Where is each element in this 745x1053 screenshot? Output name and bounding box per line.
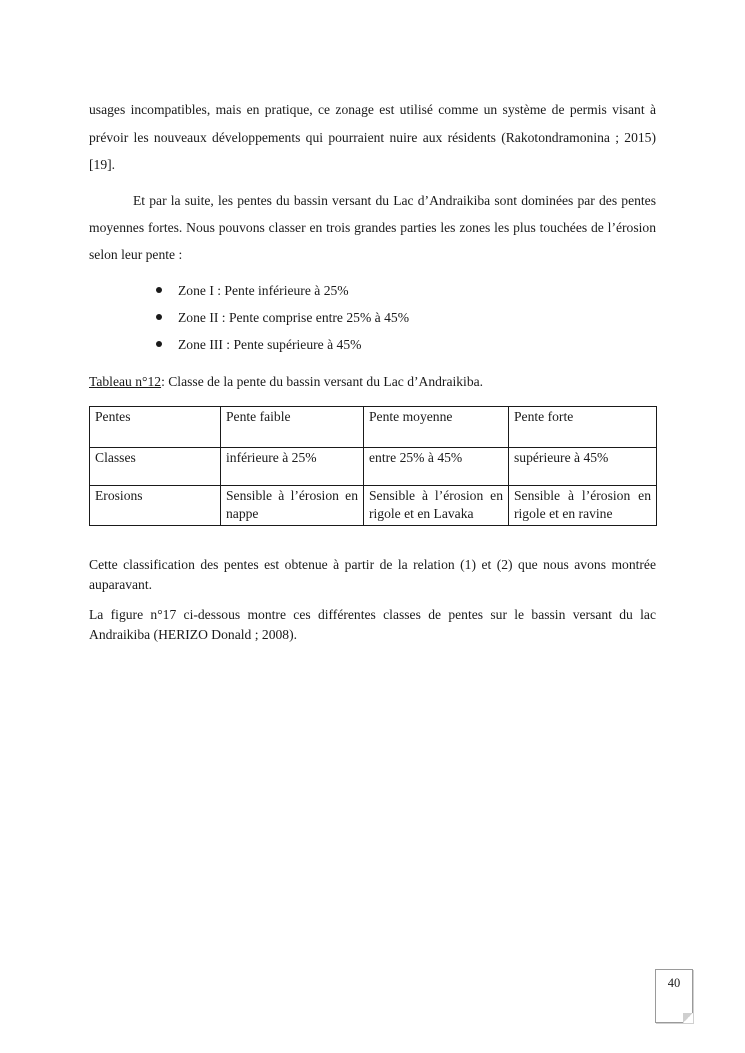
table-cell: Pentes <box>90 407 221 448</box>
table-cell: Erosions <box>90 486 221 526</box>
zone-label: Zone II : Pente comprise entre 25% à 45% <box>178 310 410 325</box>
table-row <box>90 448 657 486</box>
caption-text: : Classe de la pente du bassin versant du Lac d’Andraikiba. <box>161 374 484 389</box>
table-cell: Pente faible <box>221 407 364 448</box>
table-cell: Sensible à l’érosion en rigole et en ravine <box>509 486 657 526</box>
zone-list <box>156 279 409 360</box>
zone-label: Zone III : Pente supérieure à 45% <box>178 337 362 352</box>
page-fold-icon <box>683 1013 693 1023</box>
paragraph-classification: Cette classification des pentes est obtenue à partir de la relation (1) et (2) que nous avons montrée auparavant. <box>89 557 656 592</box>
list-item <box>156 306 409 333</box>
slope-class-table <box>89 406 657 526</box>
bullet-icon <box>156 314 162 320</box>
table-caption <box>89 373 483 391</box>
table-cell: Pente forte <box>509 407 657 448</box>
table-row <box>90 407 657 448</box>
table-cell: Pente moyenne <box>364 407 509 448</box>
table-cell: inférieure à 25% <box>221 448 364 486</box>
zone-label: Zone I : Pente inférieure à 25% <box>178 283 349 298</box>
list-item <box>156 279 409 306</box>
table-cell: entre 25% à 45% <box>364 448 509 486</box>
table-cell: Sensible à l’érosion en nappe <box>221 486 364 526</box>
paragraph-figure-ref: La figure n°17 ci-dessous montre ces différentes classes de pentes sur le bassin versant du lac Andraikiba (HERIZO Donald ; 2008). <box>89 607 656 642</box>
page-number-box <box>655 969 693 1023</box>
table-cell: supérieure à 45% <box>509 448 657 486</box>
table-reference: Tableau n°12 <box>89 374 162 389</box>
bullet-icon <box>156 287 162 293</box>
page-number: 40 <box>667 976 681 990</box>
bullet-icon <box>156 341 162 347</box>
table-row <box>90 486 657 526</box>
list-item <box>156 333 409 360</box>
paragraph-slopes-intro: Et par la suite, les pentes du bassin versant du Lac d’Andraikiba sont dominées par des pentes moyennes fortes. Nous pouvons classer en trois grandes parties les zones les plus touchées de l’érosion selon leur pente : <box>89 193 656 262</box>
table-cell: Classes <box>90 448 221 486</box>
table-cell: Sensible à l’érosion en rigole et en Lavaka <box>364 486 509 526</box>
paragraph-zoning: usages incompatibles, mais en pratique, ce zonage est utilisé comme un système de permis visant à prévoir les nouveaux développements qui pourraient nuire aux résidents (Rakotondramonina ; 2015) [19]. <box>89 102 656 172</box>
